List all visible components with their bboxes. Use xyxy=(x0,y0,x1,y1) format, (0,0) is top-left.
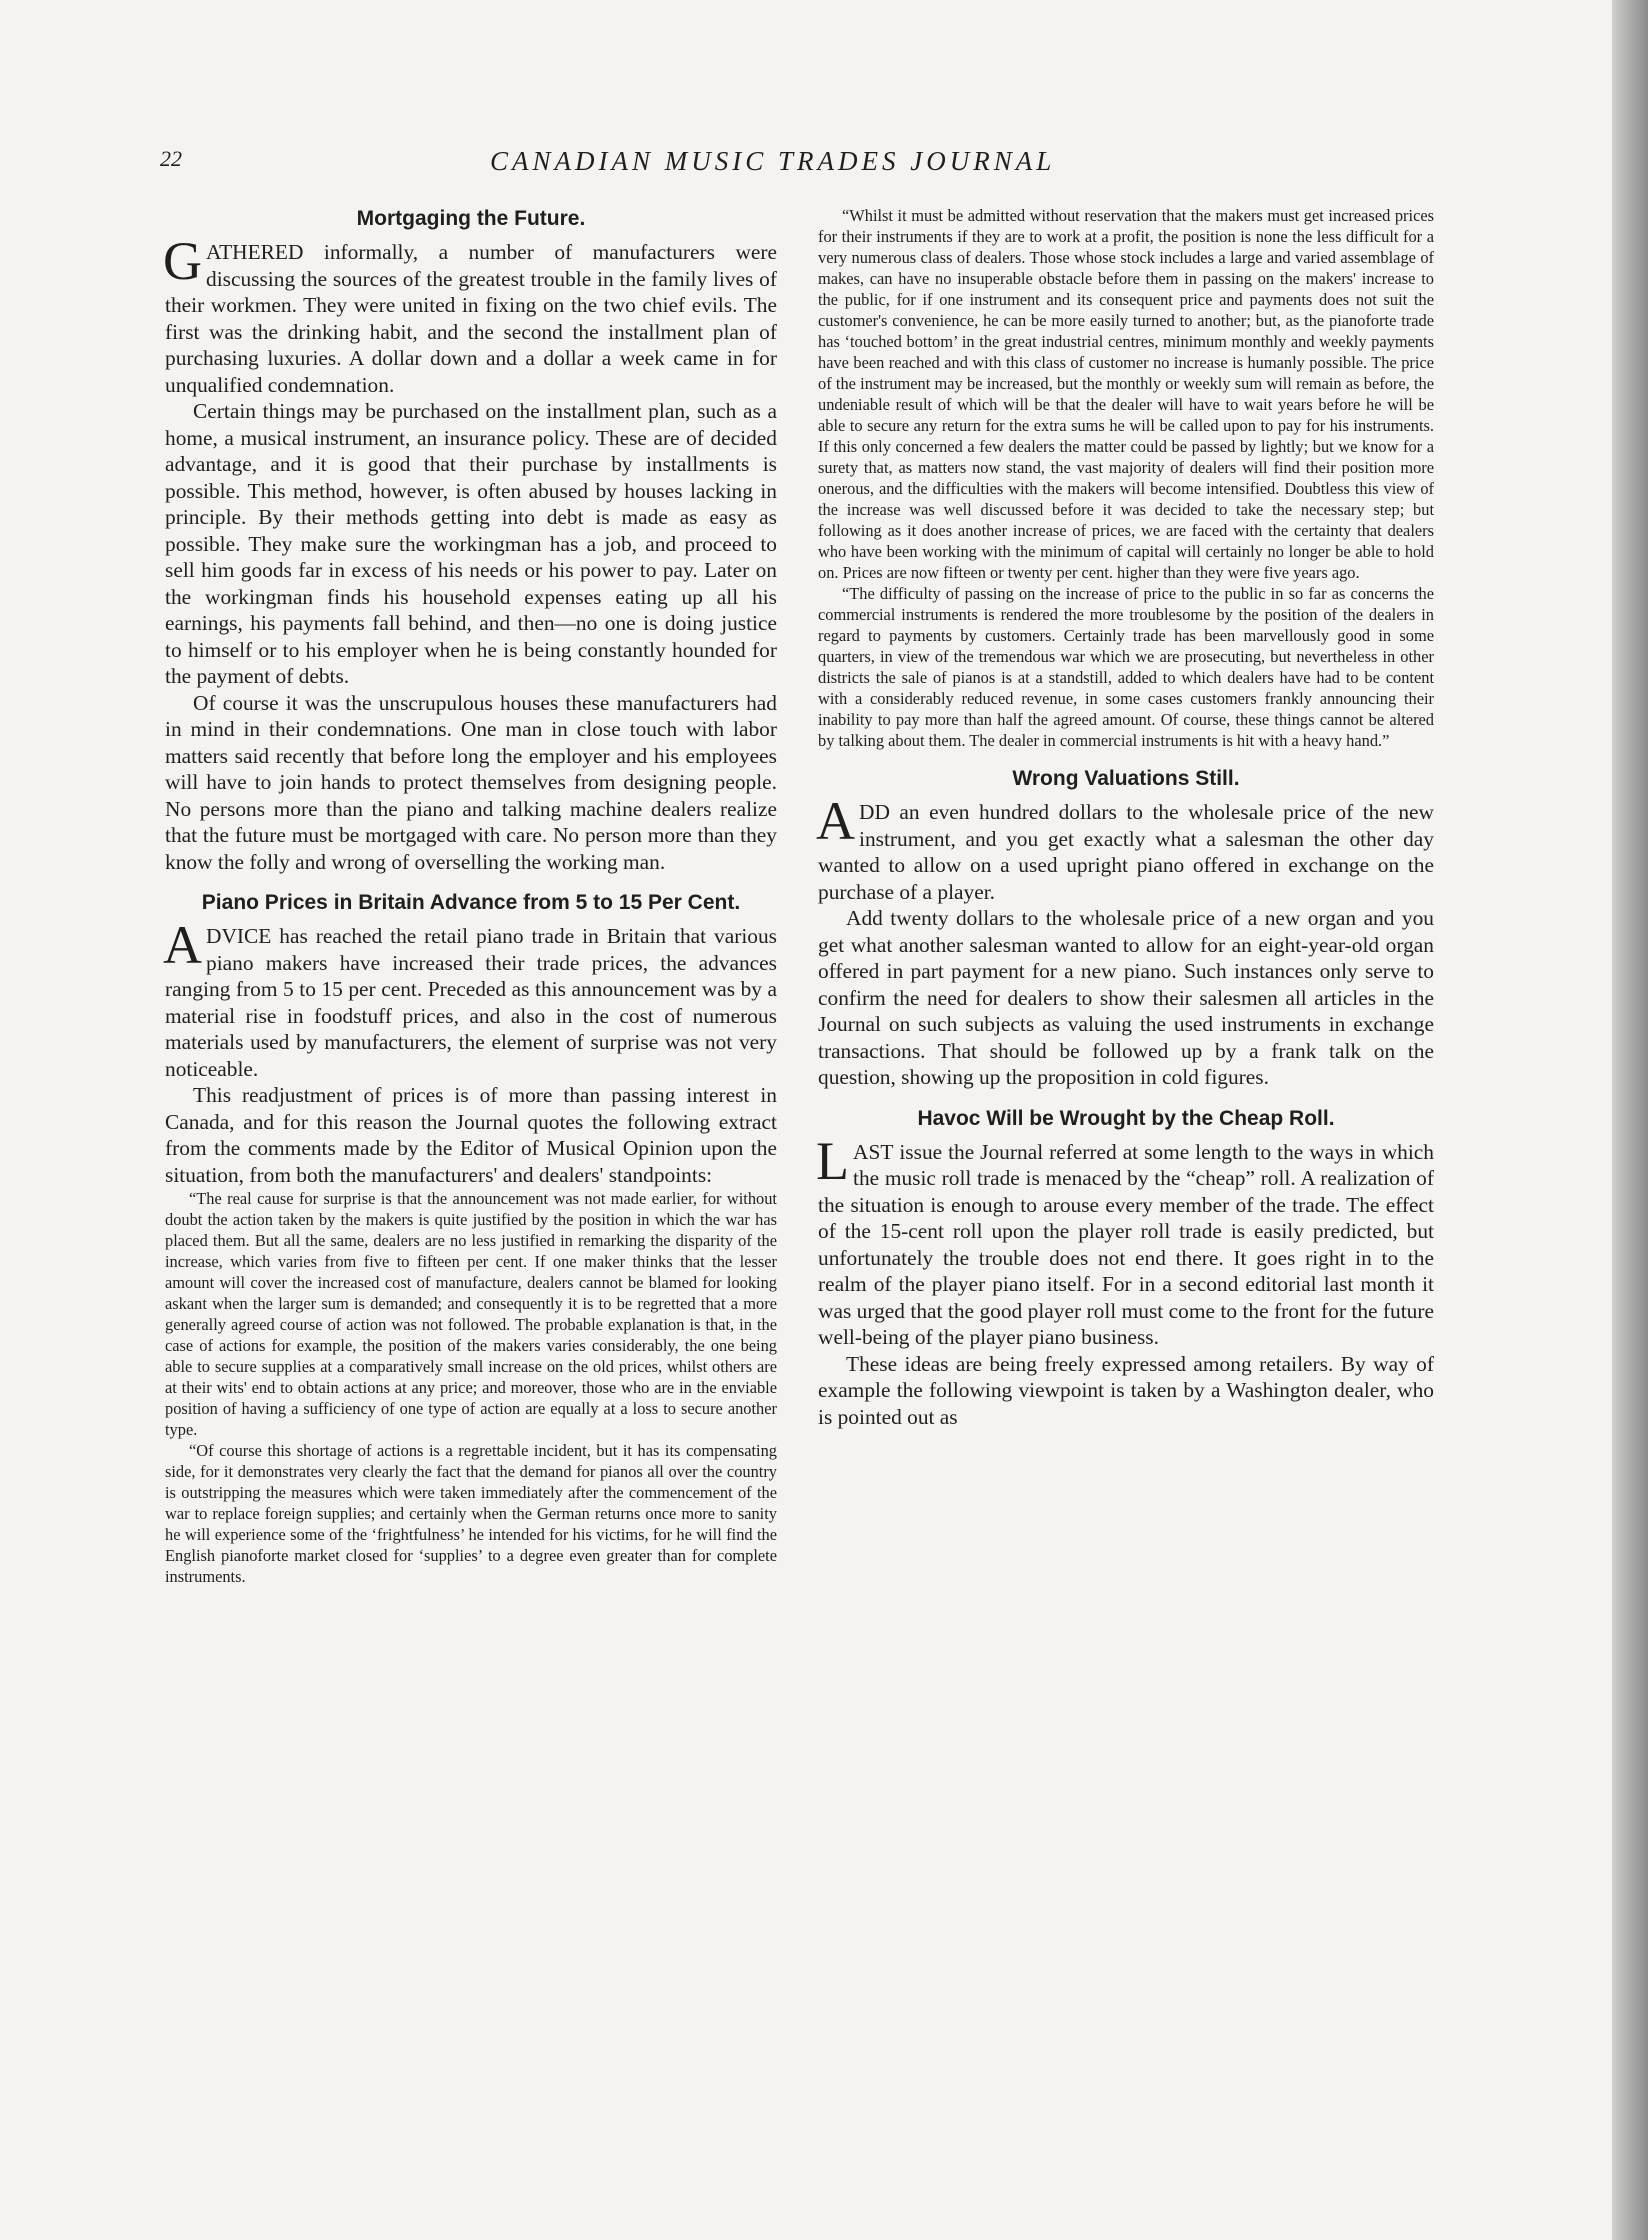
article-paragraph: This readjustment of prices is of more than passing interest in Canada, and for this reason the Journal quotes the following extract from the comments made by the Editor of Musical Opinion upon the situation, from both the manufacturers' and dealers' standpoints: xyxy=(165,1083,777,1187)
page-number: 22 xyxy=(160,146,182,171)
running-header xyxy=(160,140,1470,186)
lead-word: ATHERED xyxy=(206,240,304,264)
drop-cap: L xyxy=(816,1130,849,1191)
paragraph-text: informally, a number of manufacturers were discussing the sources of the greatest trouble in the family lives of their workmen. They were united in fixing on the two chief evils. The first was the drinking habit, and the second the installment plan of purchasing luxuries. A dollar down and a dollar a week came in for unqualified condemnation. xyxy=(165,240,777,397)
quoted-extract-continued xyxy=(818,205,1434,751)
left-column xyxy=(165,205,777,1587)
article-title-piano-prices: Piano Prices in Britain Advance from 5 to 15 Per Cent. xyxy=(201,891,741,914)
article-paragraph: Add twenty dollars to the wholesale price of a new organ and you get what another salesman wanted to allow for an eight-year-old organ offered in part payment for a new piano. Such instances only serve to confirm the need for dealers to show their salesmen all articles in the Journal on such subjects as valuing the used instruments in exchange transactions. That should be followed up by a frank talk on the question, showing up the proposition in cold figures. xyxy=(818,906,1434,1089)
drop-cap: A xyxy=(163,915,202,975)
article-title-mortgaging: Mortgaging the Future. xyxy=(356,207,586,230)
spacer xyxy=(818,1091,1434,1105)
article-title-wrong-valuations: Wrong Valuations Still. xyxy=(1012,767,1240,790)
paragraph-text: issue the Journal referred at some length to the ways in which the music roll trade is menaced by the “cheap” roll. A realization of the situation is enough to arouse every member of the trade. The effect of the 15-cent roll upon the player roll trade is easily predicted, but unfortunately the trouble does not end there. It goes right in to the realm of the player piano itself. For in a second editorial last month it was urged that the good player roll must come to the front for the future well-being of the player piano business. xyxy=(818,1139,1434,1349)
article-paragraph: These ideas are being freely expressed among retailers. By way of example the following viewpoint is taken by a Washington dealer, who is pointed out as xyxy=(818,1351,1434,1429)
article-paragraph xyxy=(163,915,777,1082)
article-paragraph: Certain things may be purchased on the installment plan, such as a home, a musical instrument, an insurance policy. These are of decided advantage, and it is good that their purchase by installments is possible. This method, however, is often abused by houses lacking in principle. By their methods getting into debt is made as easy as possible. They make sure the workingman has a job, and proceed to sell him goods far in excess of his needs or his power to pay. Later on the workingman finds his household expenses eating up all his earnings, his payments fall behind, and then—no one is doing justice to himself or to his employer when he is being constantly hounded for the payment of debts. xyxy=(165,399,777,688)
article-paragraph: Of course it was the unscrupulous houses these manufacturers had in mind in their condemnations. One man in close touch with labor matters said recently that before long the employer and his employees will have to join hands to protect themselves from designing people. No persons more than the piano and talking machine dealers realize that the future must be mortgaged with care. No person more than they know the folly and wrong of overselling the working man. xyxy=(165,690,777,874)
lead-word: DD xyxy=(859,800,890,824)
spacer xyxy=(165,875,777,889)
paragraph-text: an even hundred dollars to the wholesale price of the new instrument, and you get exactly what a salesman the other day wanted to allow on a used upright piano offered in exchange on the purchase of a player. xyxy=(818,800,1434,904)
page-edge-shadow xyxy=(1612,0,1648,2240)
lead-word: AST xyxy=(853,1139,894,1164)
drop-cap: G xyxy=(163,231,202,291)
article-paragraph xyxy=(163,231,777,398)
quote-paragraph: “The difficulty of passing on the increase of price to the public in so far as concerns the commercial instruments is rendered the more troublesome by the position of the dealers in regard to payments by customers. Certainly trade has been marvellously good in some quarters, in view of the tremendous war which we are prosecuting, but nevertheless in other districts the sale of pianos is at a standstill, added to which dealers have had to be content with a considerably reduced revenue, in some cases customers frankly announcing their inability to pay more than half the agreed amount. Of course, these things cannot be altered by talking about them. The dealer in commercial instruments is hit with a heavy hand.” xyxy=(818,584,1434,750)
quoted-extract xyxy=(165,1188,777,1587)
journal-title: CANADIAN MUSIC TRADES JOURNAL xyxy=(490,146,1056,176)
right-column xyxy=(818,205,1434,1430)
lead-word: DVICE xyxy=(206,924,272,948)
spacer xyxy=(818,751,1434,765)
quote-paragraph: “The real cause for surprise is that the announcement was not made earlier, for without doubt the action taken by the makers is quite justified by the position in which the war has placed them. But all the same, dealers are no less justified in remarking the disparity of the increase, which varies from five to fifteen per cent. If one maker thinks that the lesser amount will cover the increased cost of manufacture, dealers cannot be blamed for looking askant when the larger sum is demanded; and consequently it is to be regretted that a more generally agreed course of action was not followed. The probable explanation is that, in the case of actions for example, the position of the makers varies considerably, the one being able to secure supplies at a comparatively small increase on the old prices, whilst others are at their wits' end to obtain actions at any price; and moreover, those who are in the enviable position of having a sufficiency of one type of action are equally at a loss to secure another type. xyxy=(165,1189,777,1439)
article-title-cheap-roll: Havoc Will be Wrought by the Cheap Roll. xyxy=(917,1106,1335,1130)
paragraph-text: has reached the retail piano trade in Britain that various piano makers have increased their trade prices, the advances ranging from 5 to 15 per cent. Preceded as this announcement was by a material rise in foodstuff prices, and also in the cost of numerous materials used by manufacturers, the element of surprise was not very noticeable. xyxy=(165,924,777,1081)
drop-cap: A xyxy=(816,791,855,851)
article-paragraph xyxy=(816,1130,1434,1351)
article-paragraph xyxy=(816,791,1434,905)
quote-paragraph: “Whilst it must be admitted without reservation that the makers must get increased prices for their instruments if they are to work at a profit, the position is none the less difficult for a very numerous class of dealers. Those whose stock includes a large and varied assemblage of makes, can have no insuperable obstacle before them in passing on the makers' increase to the public, for if one instrument and its consequent price and payments does not suit the customer's convenience, he can be more easily turned to another; but, as the pianoforte trade has ‘touched bottom’ in the great industrial centres, minimum monthly and weekly payments have been reached and with this class of customer no increase is humanly possible. The price of the instrument may be increased, but the monthly or weekly sum will remain as before, the undeniable result of which will be that the dealer will have to wait years before he will be able to secure any return for the extra sums he will be called upon to pay for his instruments. If this only concerned a few dealers the matter could be passed by lightly; but we know for a surety that, as matters now stand, the vast majority of dealers will find their position more onerous, and the difficulties with the makers will become intensified. Doubtless this view of the increase was well discussed before it was decided to take the necessary step; but following as it does another increase of prices, we are faced with the certainty that dealers who have been working with the minimum of capital will certainly no longer be able to hold on. Prices are now fifteen or twenty per cent. higher than they were five years ago. xyxy=(818,206,1434,582)
quote-paragraph: “Of course this shortage of actions is a regrettable incident, but it has its compensating side, for it demonstrates very clearly the fact that the demand for pianos all over the country is outstripping the measures which were taken immediately after the commencement of the war to replace foreign supplies; and certainly when the German returns once more to sanity he will experience some of the ‘frightfulness’ he intended for his victims, for he will find the English pianoforte market closed for ‘supplies’ to a degree even greater than for complete instruments. xyxy=(165,1441,777,1586)
